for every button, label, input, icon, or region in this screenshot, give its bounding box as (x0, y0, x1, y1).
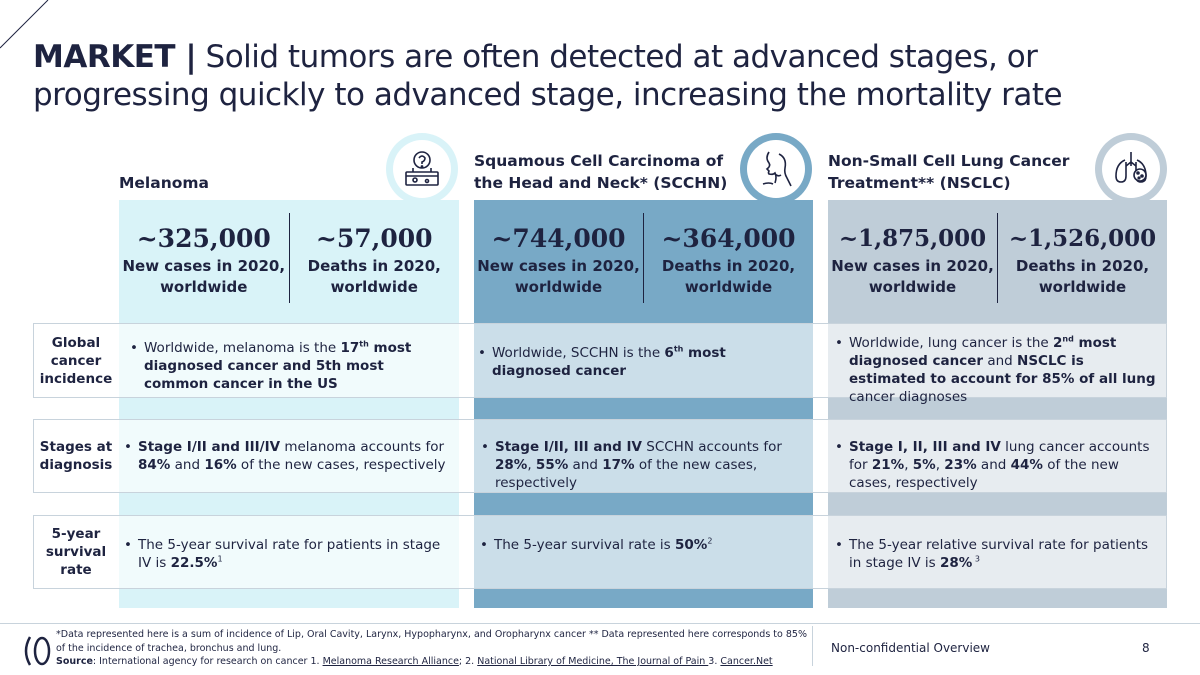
footnote: *Data represented here is a sum of incidence of Lip, Oral Cavity, Larynx, Hypopharynx, and Oropharynx cancer ** Data represented here corresponds to 85% of the incidence of trachea, bronchus and lung. Source: International agency for research on cancer 1. Melanoma Research Alliance; 2. National Library of Medicine, The Journal of Pain 3. Cancer.Net (56, 629, 807, 667)
melanoma-deaths (290, 210, 460, 306)
national-library-of-medicine-link[interactable]: National Library of Medicine, The Journal of Pain (477, 656, 709, 667)
skin-question-icon (401, 148, 443, 190)
nsclc-new-cases (828, 210, 997, 306)
scchn-deaths (644, 210, 813, 306)
stat-label: Deaths in 2020, worldwide (661, 257, 796, 296)
nsclc-incidence-cell: • Worldwide, lung cancer is the 2nd most diagnosed cancer and NSCLC is estimated to account for 85% of all lung cancer diagnoses (831, 334, 1165, 406)
stat-number: ~325,000 (136, 224, 271, 253)
scchn-new-cases (474, 210, 643, 306)
stat-number: ~57,000 (315, 224, 433, 253)
cancer-net-link[interactable]: Cancer.Net (720, 656, 773, 667)
neck-profile-icon (755, 148, 797, 190)
melanoma-heading: Melanoma (119, 174, 210, 192)
nsclc-icon-badge (1095, 133, 1167, 205)
nsclc-stages-cell: • Stage I, II, III and IV lung cancer accounts for 21%, 5%, 23% and 44% of the new cases, respectively (831, 438, 1165, 492)
nsclc-stats (828, 210, 1167, 306)
stat-label: Deaths in 2020, worldwide (307, 257, 441, 296)
stat-number: ~1,875,000 (838, 225, 987, 252)
survival-row-label: 5-year survival rate (45, 526, 107, 578)
company-logo-icon (20, 633, 54, 669)
footer-separator (812, 626, 813, 666)
stages-row-label: Stages at diagnosis (39, 439, 113, 473)
melanoma-research-alliance-link[interactable]: Melanoma Research Alliance (322, 656, 459, 667)
incidence-row-label: Global cancer incidence (39, 334, 113, 387)
stat-number: ~1,526,000 (1008, 225, 1157, 252)
stat-number: ~364,000 (661, 224, 796, 253)
nsclc-deaths (998, 210, 1167, 306)
melanoma-stages-cell: • Stage I/II and III/IV melanoma accounts for 84% and 16% of the new cases, respectively (120, 438, 455, 474)
stat-label: New cases in 2020, worldwide (831, 257, 994, 296)
melanoma-icon-badge (386, 133, 458, 205)
stat-number: ~744,000 (491, 224, 626, 253)
melanoma-incidence-cell: • Worldwide, melanoma is the 17th most diagnosed cancer and 5th most common cancer in the US (126, 339, 446, 393)
scchn-icon-badge (740, 133, 812, 205)
page-number: 8 (1142, 641, 1150, 655)
scchn-survival-cell: • The 5-year survival rate is 50%$^2$ (476, 536, 806, 554)
melanoma-new-cases (119, 210, 289, 306)
melanoma-survival-cell: • The 5-year survival rate for patients in stage IV is 22.5%$^1$ (120, 536, 450, 572)
scchn-stages-cell: • Stage I/II, III and IV SCCHN accounts for 28%, 55% and 17% of the new cases, respectively (477, 438, 811, 492)
scchn-heading: Squamous Cell Carcinoma of the Head and Neck* (SCCHN) (474, 152, 728, 192)
melanoma-stats (119, 210, 459, 306)
stat-label: New cases in 2020, worldwide (122, 257, 286, 296)
scchn-stats (474, 210, 813, 306)
confidentiality-label: Non-confidential Overview (831, 641, 990, 655)
stat-label: Deaths in 2020, worldwide (1015, 257, 1150, 296)
nsclc-heading: Non-Small Cell Lung Cancer Treatment** (NSCLC) (828, 152, 1070, 192)
stat-label: New cases in 2020, worldwide (477, 257, 640, 296)
nsclc-survival-cell: • The 5-year relative survival rate for patients in stage IV is 28% $^3$ (831, 536, 1161, 572)
scchn-incidence-cell: • Worldwide, SCCHN is the 6th most diagnosed cancer (474, 344, 804, 380)
lungs-icon (1110, 148, 1152, 190)
page-title: MARKET | Solid tumors are often detected at advanced stages, or progressing quickly to advanced stage, increasing the mortality rate (33, 39, 1063, 113)
footer-divider (0, 623, 1200, 624)
